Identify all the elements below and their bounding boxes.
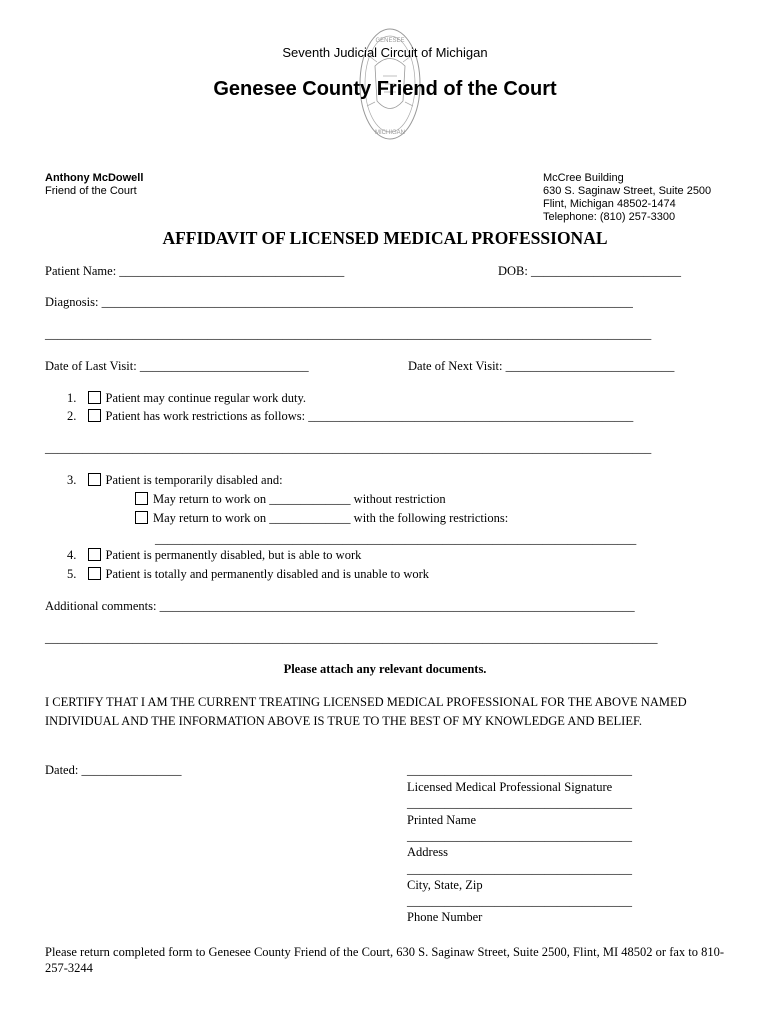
item-3-restrictions-line[interactable]: _____________________________________________________________________________ bbox=[155, 532, 637, 546]
address-building: McCree Building bbox=[543, 172, 624, 184]
item-1-label: Patient may continue regular work duty. bbox=[105, 391, 307, 405]
item-3-number: 3. bbox=[67, 473, 77, 487]
printed-name-line[interactable]: ____________________________________ bbox=[407, 796, 632, 810]
official-name: Anthony McDowell bbox=[45, 172, 144, 184]
item-2-continuation-line[interactable]: _________________________________________________________________________________________________ bbox=[45, 441, 652, 455]
form-title: AFFIDAVIT OF LICENSED MEDICAL PROFESSIONAL bbox=[162, 228, 608, 248]
additional-comments-field[interactable]: Additional comments: ____________________________________________________________________________ bbox=[45, 599, 635, 613]
address-phone: Telephone: (810) 257-3300 bbox=[543, 211, 676, 223]
item-3-label: Patient is temporarily disabled and: bbox=[105, 473, 283, 487]
seal-text-top: GENESEE bbox=[375, 38, 405, 44]
printed-name-label: Printed Name bbox=[407, 813, 477, 827]
signature-line[interactable]: ____________________________________ bbox=[407, 763, 632, 777]
item-2-number: 2. bbox=[67, 409, 77, 423]
item-3b-checkbox[interactable] bbox=[135, 511, 148, 524]
item-3a-checkbox[interactable] bbox=[135, 492, 148, 505]
diagnosis-field[interactable]: Diagnosis: _____________________________________________________________________________________ bbox=[45, 295, 633, 309]
item-4-checkbox[interactable] bbox=[88, 548, 101, 561]
seal-text-bottom: MICHIGAN bbox=[375, 130, 405, 136]
signature-label: Licensed Medical Professional Signature bbox=[407, 780, 613, 794]
item-4-label: Patient is permanently disabled, but is able to work bbox=[105, 548, 362, 562]
item-2-label[interactable]: Patient has work restrictions as follows: ____________________________________________________ bbox=[105, 409, 634, 423]
item-3a bbox=[135, 492, 446, 507]
item-3b-label[interactable]: May return to work on _____________ with the following restrictions: bbox=[153, 511, 509, 525]
official-block bbox=[45, 172, 143, 198]
item-3 bbox=[67, 473, 283, 488]
certification-statement: I CERTIFY THAT I AM THE CURRENT TREATING LICENSED MEDICAL PROFESSIONAL FOR THE ABOVE NAMED INDIVIDUAL AND THE INFORMATION ABOVE IS TRUE TO THE BEST OF MY KNOWLEDGE AND BELIEF. bbox=[45, 695, 687, 728]
agency-name: Genesee County Friend of the Court bbox=[213, 78, 557, 100]
address-line[interactable]: ____________________________________ bbox=[407, 829, 632, 843]
item-3a-label[interactable]: May return to work on _____________ without restriction bbox=[153, 492, 446, 506]
attach-note: Please attach any relevant documents. bbox=[283, 662, 487, 676]
item-5 bbox=[67, 567, 429, 582]
address-street: 630 S. Saginaw Street, Suite 2500 bbox=[543, 185, 712, 197]
dob-field[interactable]: DOB: ________________________ bbox=[498, 264, 681, 278]
return-instructions: Please return completed form to Genesee County Friend of the Court, 630 S. Saginaw Street, Suite 2500, Flint, MI 48502 or fax to 810-257-3244 bbox=[45, 945, 725, 975]
item-2 bbox=[67, 409, 633, 424]
item-3b bbox=[135, 511, 508, 526]
item-1-checkbox[interactable] bbox=[88, 391, 101, 404]
court-name: Seventh Judicial Circuit of Michigan bbox=[282, 45, 488, 60]
item-3-checkbox[interactable] bbox=[88, 473, 101, 486]
address-label: Address bbox=[407, 845, 448, 859]
item-2-checkbox[interactable] bbox=[88, 409, 101, 422]
patient-name-field[interactable]: Patient Name: ____________________________________ bbox=[45, 264, 345, 278]
item-4 bbox=[67, 548, 361, 563]
address-city: Flint, Michigan 48502-1474 bbox=[543, 198, 676, 210]
item-5-checkbox[interactable] bbox=[88, 567, 101, 580]
last-visit-field[interactable]: Date of Last Visit: ___________________________ bbox=[45, 359, 309, 373]
dated-field[interactable]: Dated: ________________ bbox=[45, 763, 182, 777]
city-state-zip-label: City, State, Zip bbox=[407, 878, 483, 892]
item-5-number: 5. bbox=[67, 567, 77, 581]
diagnosis-continuation-line[interactable]: _________________________________________________________________________________________________ bbox=[45, 327, 652, 341]
phone-number-line[interactable]: ____________________________________ bbox=[407, 894, 632, 908]
address-block bbox=[543, 172, 711, 224]
item-4-number: 4. bbox=[67, 548, 77, 562]
item-1 bbox=[67, 391, 306, 406]
item-1-number: 1. bbox=[67, 391, 77, 405]
next-visit-field[interactable]: Date of Next Visit: ___________________________ bbox=[408, 359, 675, 373]
official-title: Friend of the Court bbox=[45, 185, 137, 197]
phone-number-label: Phone Number bbox=[407, 910, 483, 924]
additional-comments-continuation-line[interactable]: __________________________________________________________________________________________________ bbox=[45, 631, 658, 645]
city-state-zip-line[interactable]: ____________________________________ bbox=[407, 862, 632, 876]
item-5-label: Patient is totally and permanently disabled and is unable to work bbox=[105, 567, 430, 581]
